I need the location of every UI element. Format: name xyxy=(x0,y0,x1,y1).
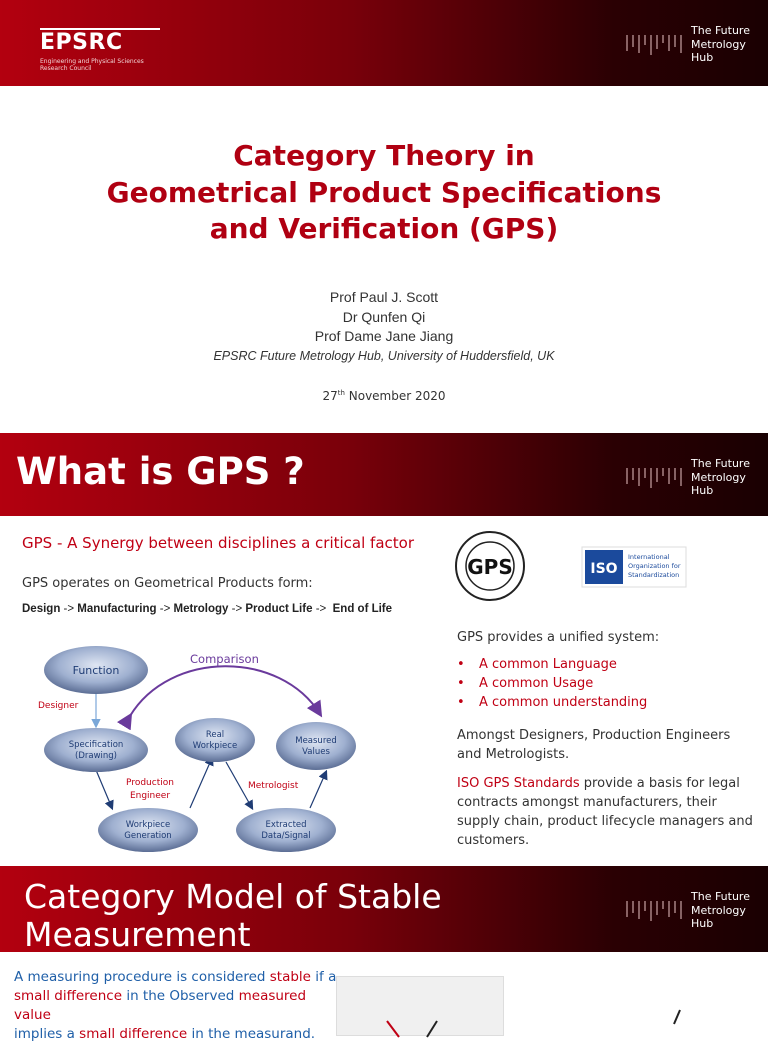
hub-logo-text: The Future Metrology Hub xyxy=(691,890,750,930)
author-2: Dr Qunfen Qi xyxy=(342,308,426,325)
label-production-engineer-1: Production xyxy=(126,778,174,788)
svg-text:Generation: Generation xyxy=(124,831,172,841)
iso-logo xyxy=(582,547,686,587)
node-specification xyxy=(44,728,148,772)
metrology-hub-logo xyxy=(625,24,750,65)
label-metrologist: Metrologist xyxy=(248,781,299,791)
unified-text: GPS provides a unified system: xyxy=(457,630,660,645)
svg-text:Workpiece: Workpiece xyxy=(125,820,171,830)
authors-block xyxy=(0,288,768,366)
svg-text:Data/Signal: Data/Signal xyxy=(261,831,311,841)
node-workpiece-generation xyxy=(98,808,198,852)
figure-stroke xyxy=(660,1010,690,1024)
hub-bars-icon xyxy=(625,897,683,923)
node-real-workpiece xyxy=(175,718,255,762)
affiliation: EPSRC Future Metrology Hub, University of Huddersfield, UK xyxy=(213,348,555,363)
bullet-item: • A common Usage xyxy=(457,674,757,693)
label-designer: Designer xyxy=(38,701,79,711)
bullet-item: • A common understanding xyxy=(457,693,757,712)
epsrc-logo xyxy=(40,28,160,72)
standards-logos xyxy=(452,528,692,604)
hub-bars-icon xyxy=(625,464,683,490)
node-measured-values xyxy=(276,722,356,770)
iso-paragraph: ISO GPS Standards provide a basis for legal contracts amongst manufacturers, their supply chain, product lifecycle managers and customers. xyxy=(457,776,753,848)
hub-logo-text: The Future Metrology Hub xyxy=(691,457,750,497)
unified-bullets xyxy=(457,655,757,712)
svg-text:Measured: Measured xyxy=(295,736,337,746)
epsrc-logo-text: EPSRC xyxy=(40,28,160,55)
gps-slide-heading: What is GPS ? xyxy=(16,450,305,493)
svg-text:Workpiece: Workpiece xyxy=(192,741,238,751)
author-1: Prof Paul J. Scott xyxy=(329,289,439,305)
presentation-title: Category Theory in Geometrical Product Specifications and Verification (GPS) xyxy=(106,139,662,245)
label-production-engineer-2: Engineer xyxy=(129,791,171,801)
node-function xyxy=(44,646,148,694)
gps-right-column xyxy=(457,628,757,850)
gps-subheading: GPS - A Synergy between disciplines a critical factor xyxy=(22,534,415,552)
svg-text:Standardization: Standardization xyxy=(628,571,680,579)
gps-seal-logo xyxy=(456,532,524,600)
svg-text:GPS: GPS xyxy=(467,555,513,579)
svg-text:Specification: Specification xyxy=(68,740,124,750)
iso-standards-text: ISO GPS Standards xyxy=(457,776,580,791)
hub-logo-text: The Future Metrology Hub xyxy=(691,24,750,64)
hub-bars-icon xyxy=(625,31,683,57)
node-extracted-data xyxy=(236,808,336,852)
category-slide-heading: Category Model of Stable Measurement xyxy=(24,877,442,954)
amongst-text: Amongst Designers, Production Engineers and Metrologists. xyxy=(457,728,731,762)
svg-text:Real: Real xyxy=(205,730,225,740)
svg-text:Function: Function xyxy=(72,664,120,677)
figure-sketch xyxy=(337,977,505,1037)
svg-text:(Drawing): (Drawing) xyxy=(75,751,117,761)
svg-text:ISO: ISO xyxy=(590,561,618,577)
stable-measurement-text: A measuring procedure is considered stable if a small difference in the Observed measured value implies a small difference in the measurand. xyxy=(14,969,337,1042)
category-figure xyxy=(336,976,504,1036)
gps-operates-text: GPS operates on Geometrical Products form: xyxy=(22,576,313,591)
epsrc-logo-subtitle: Engineering and Physical Sciences Research Council xyxy=(40,58,144,72)
svg-text:Extracted: Extracted xyxy=(265,820,307,830)
metrology-hub-logo xyxy=(625,890,750,931)
lifecycle-flow: Design -> Manufacturing -> Metrology -> Product Life -> End of Life xyxy=(22,603,393,615)
svg-text:Organization for: Organization for xyxy=(628,562,681,570)
svg-text:International: International xyxy=(628,553,670,561)
label-comparison: Comparison xyxy=(190,652,259,666)
header-band-title-slide xyxy=(0,0,768,86)
bullet-item: • A common Language xyxy=(457,655,757,674)
svg-text:Values: Values xyxy=(302,747,330,757)
presentation-date: 27th November 2020 xyxy=(322,389,446,403)
author-3: Prof Dame Jane Jiang xyxy=(314,328,454,344)
gps-cycle-diagram xyxy=(30,640,360,860)
metrology-hub-logo xyxy=(625,457,750,498)
